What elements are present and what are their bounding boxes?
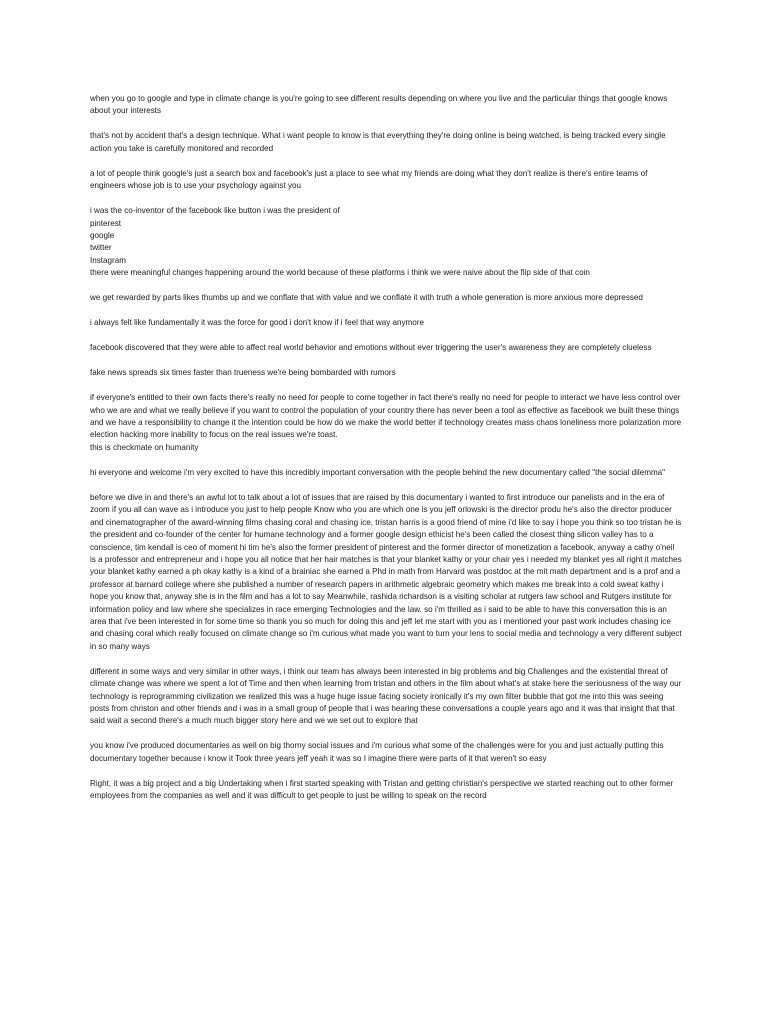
paragraph-11: before we dive in and there's an awful lot to talk about a lot of issues that are raised by this documentary i wanted to first introduce our panelists and in the era of zoom if you all can wave as i introduce you just to help people Know who you are which one is you jeff orlowski is the director produ he's also the director producer and cinematographer of the award-winning films chasing coral and chasing ice, tristan harris is a good friend of mine i'd like to say i hope you think so too tristan he is the president and co-founder of the center for humane technology and a former google design ethicist he's been called the closest thing silicon valley has to a conscience, tim kendall is ceo of moment hi tim he's also the former president of pinterest and the former director of monetization a facebook, anyway a cathy o'neil is a professor and entrepreneur and i hope you all notice that her hair matches is that your blanket kathy or your chair yes i needed my blanket yes all right it matches your blanket kathy earned a ph okay kathy is a kind of a brainiac she earned a Phd in math from Harvard was postdoc at the mit math department and is a prof and a professor at barnard college where she published a number of research papers in arithmetic algebraic geometry which makes me break into a cold sweat kathy i hope you know that, anyway she is in the film and has a lot to say Meanwhile, rashida richardson is a visiting scholar at rutgers law school and Rutgers institute for information policy and law where she specializes in race emerging Technologies and the law. so i'm thrilled as i said to be able to have this conversation this is an area that i've been interested in for some time so thank you so much for doing this and jeff let me start with you as i mentioned your past work includes chasing ice and chasing coral which really focused on climate change so i'm curious what made you want to turn your lens to social media and technology a very different subject in so many ways — [90, 492, 682, 651]
transcript-page — [90, 93, 682, 815]
line-google: google — [90, 231, 115, 241]
paragraph-5: we get rewarded by parts likes thumbs up and we conflate that with value and we conflate it with truth a whole generation is more anxious more depressed — [90, 293, 643, 303]
line-pinterest: pinterest — [90, 218, 122, 228]
paragraph-10: hi everyone and welcome i'm very excited to have this incredibly important conversation with the people behind the new documentary called "the social dilemma" — [90, 467, 666, 477]
paragraph-2: that's not by accident that's a design technique. What i want people to know is that everything they're doing online is being watched, is being tracked every single action you take is carefully monitored and recorded — [90, 131, 666, 153]
paragraph-3: a lot of people think google's just a search box and facebook's just a place to see what my friends are doing what they don't realize is there's entire teams of engineers whose job is to use your psychology against you — [90, 168, 648, 191]
line-checkmate: this is checkmate on humanity — [90, 442, 199, 452]
paragraph-7: facebook discovered that they were able to affect real world behavior and emotions without ever triggering the user's awareness they are completely clueless — [90, 343, 652, 353]
paragraph-6: i always felt like fundamentally it was the force for good i don't know if i feel that way anymore — [90, 318, 425, 328]
paragraph-8: fake news spreads six times faster than trueness we're being bombarded with rumors — [90, 368, 396, 378]
paragraph-12: different in some ways and very similar in other ways, i think our team has always been interested in big problems and big Challenges and the existential threat of climate change was where we spent a lot of Time and then when learning from tristan and others in the film about what's at stake here the seriousness of the way our technology is reprogramming civilization we realized this was a huge huge issue facing society ironically it's my own filter bubble that got me into this was seeing posts from christon and other friends and i was in a small group of people that i was hearing these conversations a couple years ago and it was that insight that that said wait a second there's a much much bigger story here and we we set out to explore that — [90, 666, 682, 726]
paragraph-4 — [90, 205, 682, 279]
line-instagram: Instagram — [90, 255, 126, 265]
line-co-inventor: i was the co-inventor of the facebook like button i was the president of — [90, 206, 340, 216]
line-entitled-facts: if everyone's entitled to their own facts there's really no need for people to come together in fact there's really no need for people to interact we have less control over who we are and what we really believe if you want to control the population of your country there has never been a tool as effective as facebook we built these things and we have a responsibility to change it the intention could be how do we make the world better if technology creates mass chaos loneliness more polarization more election hacking more inability to focus on the real issues we're toast. — [90, 393, 682, 440]
paragraph-14: Right, it was a big project and a big Undertaking when i first started speaking with Tristan and getting christian's perspective we started reaching out to other former employees from the companies as well and it was difficult to get people to just be willing to speak on the record — [90, 778, 674, 801]
paragraph-1: when you go to google and type in climate change is you're going to see different results depending on where you live and the particular things that google knows about your interests — [90, 94, 668, 116]
line-meaningful-changes: there were meaningful changes happening around the world because of these platforms i think we were naive about the flip side of that coin — [90, 268, 590, 278]
paragraph-9 — [90, 392, 682, 454]
paragraph-13: you know i've produced documentaries as well on big thorny social issues and i'm curious what some of the challenges were for you and just actually putting this documentary together because i know it Took three years jeff yeah it was so I imagine there were parts of it that weren't so easy — [90, 741, 664, 763]
line-twitter: twitter — [90, 243, 112, 253]
